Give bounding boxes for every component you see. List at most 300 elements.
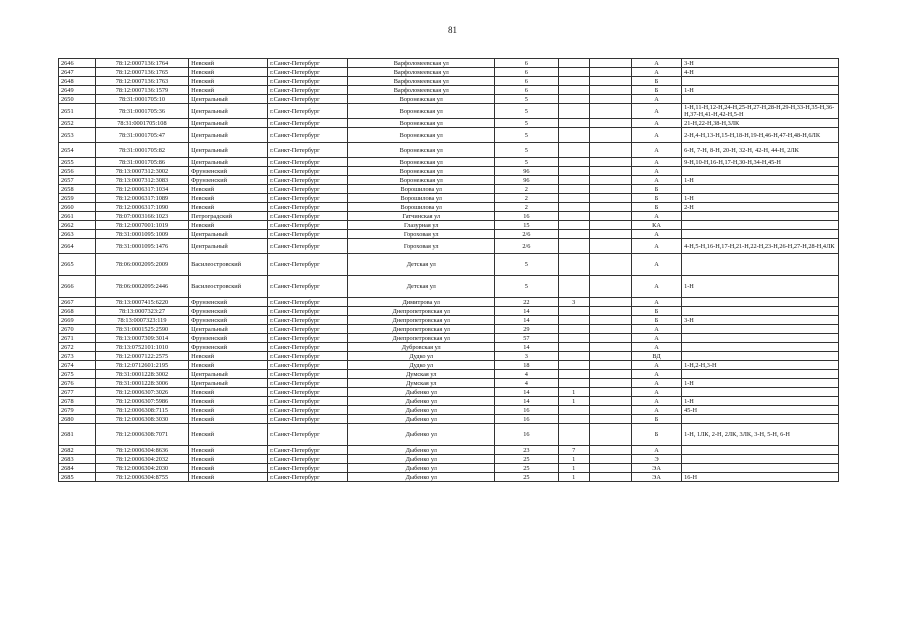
row-number-cell: 2651 [59,104,96,119]
row-number-cell: 2655 [59,158,96,167]
table-row [59,86,839,95]
city-cell: г.Санкт-Петербург [268,316,348,325]
street-cell: Дубровская ул [348,343,495,352]
building-number-cell [558,143,589,158]
table-row [59,406,839,415]
house-number-cell: 2 [495,203,558,212]
house-number-cell: 16 [495,424,558,446]
building-number-cell [558,316,589,325]
letter-cell [589,158,631,167]
district-cell: Невский [189,397,268,406]
table-row [59,298,839,307]
city-cell: г.Санкт-Петербург [268,415,348,424]
house-number-cell: 5 [495,158,558,167]
street-cell: Днепропетровская ул [348,325,495,334]
cadastral-number-cell: 78:31:0001525:2590 [95,325,188,334]
premises-cell: 16-Н [682,473,839,482]
category-cell: А [632,95,682,104]
district-cell: Центральный [189,379,268,388]
letter-cell [589,276,631,298]
street-cell: Варфоломеевская ул [348,59,495,68]
city-cell: г.Санкт-Петербург [268,77,348,86]
cadastral-number-cell: 78:13:0007323:27 [95,307,188,316]
district-cell: Невский [189,203,268,212]
house-number-cell: 18 [495,361,558,370]
district-cell: Фрунзенский [189,307,268,316]
building-number-cell [558,128,589,143]
premises-cell [682,334,839,343]
premises-cell: 1-Н,2-Н,3-Н [682,361,839,370]
city-cell: г.Санкт-Петербург [268,276,348,298]
building-number-cell [558,176,589,185]
district-cell: Центральный [189,104,268,119]
street-cell: Дудко ул [348,352,495,361]
table-row [59,143,839,158]
letter-cell [589,212,631,221]
row-number-cell: 2664 [59,239,96,254]
table-row [59,95,839,104]
building-number-cell [558,254,589,276]
table-row [59,464,839,473]
cadastral-number-cell: 78:13:0007309:3014 [95,334,188,343]
row-number-cell: 2682 [59,446,96,455]
premises-cell [682,230,839,239]
premises-cell [682,343,839,352]
row-number-cell: 2670 [59,325,96,334]
premises-cell: 2-Н [682,203,839,212]
premises-cell [682,307,839,316]
category-cell: А [632,230,682,239]
premises-cell: 1-Н [682,379,839,388]
house-number-cell: 2/6 [495,239,558,254]
cadastral-number-cell: 78:13:0007415:6220 [95,298,188,307]
category-cell: А [632,325,682,334]
house-number-cell: 25 [495,455,558,464]
building-number-cell [558,212,589,221]
row-number-cell: 2656 [59,167,96,176]
street-cell: Ворошилова ул [348,203,495,212]
table-row [59,176,839,185]
cadastral-number-cell: 78:12:0006317:1090 [95,203,188,212]
building-number-cell [558,95,589,104]
building-number-cell [558,424,589,446]
row-number-cell: 2653 [59,128,96,143]
house-number-cell: 25 [495,473,558,482]
premises-cell: 21-Н,22-Н,38-Н,3ЛК [682,119,839,128]
letter-cell [589,95,631,104]
cadastral-number-cell: 78:06:0002095:2446 [95,276,188,298]
category-cell: А [632,334,682,343]
letter-cell [589,254,631,276]
district-cell: Невский [189,464,268,473]
district-cell: Невский [189,68,268,77]
district-cell: Центральный [189,325,268,334]
city-cell: г.Санкт-Петербург [268,128,348,143]
city-cell: г.Санкт-Петербург [268,239,348,254]
row-number-cell: 2672 [59,343,96,352]
house-number-cell: 4 [495,379,558,388]
table-row [59,221,839,230]
letter-cell [589,343,631,352]
city-cell: г.Санкт-Петербург [268,370,348,379]
house-number-cell: 25 [495,464,558,473]
city-cell: г.Санкт-Петербург [268,397,348,406]
letter-cell [589,455,631,464]
row-number-cell: 2660 [59,203,96,212]
table-row [59,334,839,343]
city-cell: г.Санкт-Петербург [268,59,348,68]
cadastral-number-cell: 78:12:0006307:3026 [95,388,188,397]
letter-cell [589,424,631,446]
building-number-cell [558,86,589,95]
cadastral-number-cell: 78:13:0007312:3083 [95,176,188,185]
district-cell: Центральный [189,119,268,128]
street-cell: Воронежская ул [348,167,495,176]
building-number-cell [558,119,589,128]
street-cell: Днепропетровская ул [348,316,495,325]
registry-table [58,58,839,482]
city-cell: г.Санкт-Петербург [268,352,348,361]
premises-cell [682,77,839,86]
street-cell: Воронежская ул [348,143,495,158]
city-cell: г.Санкт-Петербург [268,343,348,352]
row-number-cell: 2650 [59,95,96,104]
letter-cell [589,167,631,176]
premises-cell [682,464,839,473]
city-cell: г.Санкт-Петербург [268,455,348,464]
letter-cell [589,446,631,455]
table-row [59,68,839,77]
category-cell: А [632,68,682,77]
table-row [59,203,839,212]
district-cell: Невский [189,77,268,86]
category-cell: А [632,239,682,254]
letter-cell [589,128,631,143]
street-cell: Варфоломеевская ул [348,86,495,95]
house-number-cell: 14 [495,397,558,406]
table-row [59,77,839,86]
category-cell: А [632,167,682,176]
street-cell: Воронежская ул [348,104,495,119]
city-cell: г.Санкт-Петербург [268,185,348,194]
district-cell: Центральный [189,239,268,254]
row-number-cell: 2674 [59,361,96,370]
cadastral-number-cell: 78:13:0007312:3002 [95,167,188,176]
row-number-cell: 2673 [59,352,96,361]
table-row [59,239,839,254]
row-number-cell: 2676 [59,379,96,388]
category-cell: Б [632,415,682,424]
letter-cell [589,464,631,473]
table-row [59,352,839,361]
premises-cell: 1-Н [682,397,839,406]
cadastral-number-cell: 78:12:0006304:2030 [95,464,188,473]
table-body [59,59,839,482]
premises-cell: 1-Н, 1ЛК, 2-Н, 2ЛК, 3ЛК, 3-Н, 5-Н, 6-Н [682,424,839,446]
category-cell: Б [632,424,682,446]
house-number-cell: 5 [495,95,558,104]
building-number-cell: 7 [558,446,589,455]
cadastral-number-cell: 78:12:0712601:2195 [95,361,188,370]
district-cell: Невский [189,388,268,397]
cadastral-number-cell: 78:12:0007122:2575 [95,352,188,361]
cadastral-number-cell: 78:31:0001228:3002 [95,370,188,379]
row-number-cell: 2667 [59,298,96,307]
house-number-cell: 15 [495,221,558,230]
letter-cell [589,379,631,388]
district-cell: Невский [189,86,268,95]
building-number-cell [558,334,589,343]
premises-cell [682,212,839,221]
premises-cell: 1-Н,11-Н,12-Н,24-Н,25-Н,27-Н,28-Н,29-Н,33-Н,35-Н,36-Н,37-Н,41-Н,42-Н,5-Н [682,104,839,119]
category-cell: Э [632,455,682,464]
premises-cell: 1-Н [682,86,839,95]
building-number-cell [558,352,589,361]
house-number-cell: 14 [495,307,558,316]
letter-cell [589,415,631,424]
district-cell: Петроградский [189,212,268,221]
category-cell: Б [632,77,682,86]
building-number-cell [558,307,589,316]
premises-cell [682,388,839,397]
district-cell: Центральный [189,158,268,167]
house-number-cell: 5 [495,143,558,158]
table-row [59,397,839,406]
cadastral-number-cell: 78:12:0006317:1089 [95,194,188,203]
building-number-cell [558,185,589,194]
cadastral-number-cell: 78:06:0002095:2009 [95,254,188,276]
street-cell: Дыбенко ул [348,406,495,415]
district-cell: Невский [189,473,268,482]
street-cell: Воронежская ул [348,158,495,167]
district-cell: Фрунзенский [189,167,268,176]
city-cell: г.Санкт-Петербург [268,307,348,316]
building-number-cell [558,361,589,370]
table-row [59,446,839,455]
building-number-cell: 1 [558,473,589,482]
house-number-cell: 14 [495,316,558,325]
letter-cell [589,397,631,406]
house-number-cell: 22 [495,298,558,307]
street-cell: Дыбенко ул [348,424,495,446]
district-cell: Невский [189,424,268,446]
row-number-cell: 2647 [59,68,96,77]
cadastral-number-cell: 78:31:0001705:108 [95,119,188,128]
premises-cell: 9-Н,10-Н,16-Н,17-Н,30-Н,34-Н,45-Н [682,158,839,167]
city-cell: г.Санкт-Петербург [268,298,348,307]
house-number-cell: 5 [495,276,558,298]
premises-cell [682,298,839,307]
district-cell: Центральный [189,370,268,379]
premises-cell [682,95,839,104]
street-cell: Дыбенко ул [348,464,495,473]
table-row [59,455,839,464]
table-row [59,59,839,68]
street-cell: Дыбенко ул [348,415,495,424]
premises-cell: 1-Н [682,176,839,185]
letter-cell [589,388,631,397]
district-cell: Невский [189,352,268,361]
premises-cell [682,167,839,176]
building-number-cell [558,68,589,77]
city-cell: г.Санкт-Петербург [268,388,348,397]
premises-cell: 3-Н [682,59,839,68]
street-cell: Глазурная ул [348,221,495,230]
table-row [59,158,839,167]
house-number-cell: 5 [495,104,558,119]
district-cell: Фрунзенский [189,334,268,343]
street-cell: Думская ул [348,370,495,379]
table-row [59,194,839,203]
building-number-cell [558,415,589,424]
city-cell: г.Санкт-Петербург [268,95,348,104]
building-number-cell [558,239,589,254]
category-cell: А [632,388,682,397]
cadastral-number-cell: 78:12:0007001:1019 [95,221,188,230]
category-cell: А [632,406,682,415]
page-number: 81 [448,25,457,35]
letter-cell [589,325,631,334]
cadastral-number-cell: 78:12:0007136:1764 [95,59,188,68]
category-cell: ЭА [632,464,682,473]
letter-cell [589,176,631,185]
city-cell: г.Санкт-Петербург [268,473,348,482]
premises-cell [682,254,839,276]
city-cell: г.Санкт-Петербург [268,203,348,212]
street-cell: Ворошилова ул [348,185,495,194]
house-number-cell: 6 [495,86,558,95]
building-number-cell [558,325,589,334]
row-number-cell: 2677 [59,388,96,397]
city-cell: г.Санкт-Петербург [268,158,348,167]
row-number-cell: 2680 [59,415,96,424]
cadastral-number-cell: 78:31:0001705:10 [95,95,188,104]
street-cell: Дудко ул [348,361,495,370]
house-number-cell: 16 [495,415,558,424]
premises-cell [682,370,839,379]
district-cell: Невский [189,185,268,194]
letter-cell [589,104,631,119]
row-number-cell: 2649 [59,86,96,95]
building-number-cell [558,276,589,298]
house-number-cell: 4 [495,370,558,379]
city-cell: г.Санкт-Петербург [268,379,348,388]
category-cell: ЭА [632,473,682,482]
category-cell: Б [632,86,682,95]
street-cell: Дыбенко ул [348,397,495,406]
city-cell: г.Санкт-Петербург [268,464,348,473]
table-row [59,388,839,397]
district-cell: Центральный [189,128,268,143]
table-row [59,325,839,334]
building-number-cell: 3 [558,298,589,307]
building-number-cell [558,59,589,68]
building-number-cell [558,370,589,379]
house-number-cell: 14 [495,343,558,352]
letter-cell [589,194,631,203]
cadastral-number-cell: 78:12:0007136:1579 [95,86,188,95]
category-cell: А [632,212,682,221]
category-cell: А [632,397,682,406]
premises-cell: 4-Н,5-Н,16-Н,17-Н,21-Н,22-Н,23-Н,26-Н,27-Н,28-Н,4ЛК [682,239,839,254]
cadastral-number-cell: 78:12:0007136:1763 [95,77,188,86]
house-number-cell: 14 [495,388,558,397]
street-cell: Днепропетровская ул [348,334,495,343]
district-cell: Невский [189,59,268,68]
house-number-cell: 3 [495,352,558,361]
category-cell: КА [632,221,682,230]
city-cell: г.Санкт-Петербург [268,221,348,230]
table-row [59,361,839,370]
cadastral-number-cell: 78:12:0006308:7115 [95,406,188,415]
table-row [59,316,839,325]
row-number-cell: 2648 [59,77,96,86]
cadastral-number-cell: 78:13:0007323:119 [95,316,188,325]
cadastral-number-cell: 78:31:0001705:47 [95,128,188,143]
house-number-cell: 16 [495,406,558,415]
building-number-cell [558,221,589,230]
letter-cell [589,473,631,482]
cadastral-number-cell: 78:12:0006304:2032 [95,455,188,464]
premises-cell [682,415,839,424]
premises-cell: 45-Н [682,406,839,415]
letter-cell [589,68,631,77]
letter-cell [589,143,631,158]
district-cell: Невский [189,406,268,415]
letter-cell [589,59,631,68]
street-cell: Дыбенко ул [348,446,495,455]
city-cell: г.Санкт-Петербург [268,446,348,455]
cadastral-number-cell: 78:12:0006304:8636 [95,446,188,455]
street-cell: Днепропетровская ул [348,307,495,316]
table-row [59,343,839,352]
category-cell: А [632,254,682,276]
street-cell: Дыбенко ул [348,455,495,464]
row-number-cell: 2662 [59,221,96,230]
category-cell: А [632,379,682,388]
row-number-cell: 2671 [59,334,96,343]
premises-cell: 3-Н [682,316,839,325]
letter-cell [589,230,631,239]
premises-cell: 1-Н [682,194,839,203]
district-cell: Фрунзенский [189,176,268,185]
letter-cell [589,86,631,95]
table-row [59,276,839,298]
premises-cell [682,455,839,464]
row-number-cell: 2681 [59,424,96,446]
table-row [59,307,839,316]
row-number-cell: 2646 [59,59,96,68]
table-row [59,473,839,482]
letter-cell [589,316,631,325]
building-number-cell [558,194,589,203]
row-number-cell: 2659 [59,194,96,203]
street-cell: Воронежская ул [348,95,495,104]
street-cell: Варфоломеевская ул [348,77,495,86]
row-number-cell: 2663 [59,230,96,239]
cadastral-number-cell: 78:31:0001095:1476 [95,239,188,254]
letter-cell [589,307,631,316]
table-row [59,104,839,119]
premises-cell: 1-Н [682,276,839,298]
category-cell: А [632,143,682,158]
row-number-cell: 2658 [59,185,96,194]
city-cell: г.Санкт-Петербург [268,230,348,239]
row-number-cell: 2679 [59,406,96,415]
building-number-cell [558,379,589,388]
row-number-cell: 2685 [59,473,96,482]
letter-cell [589,370,631,379]
